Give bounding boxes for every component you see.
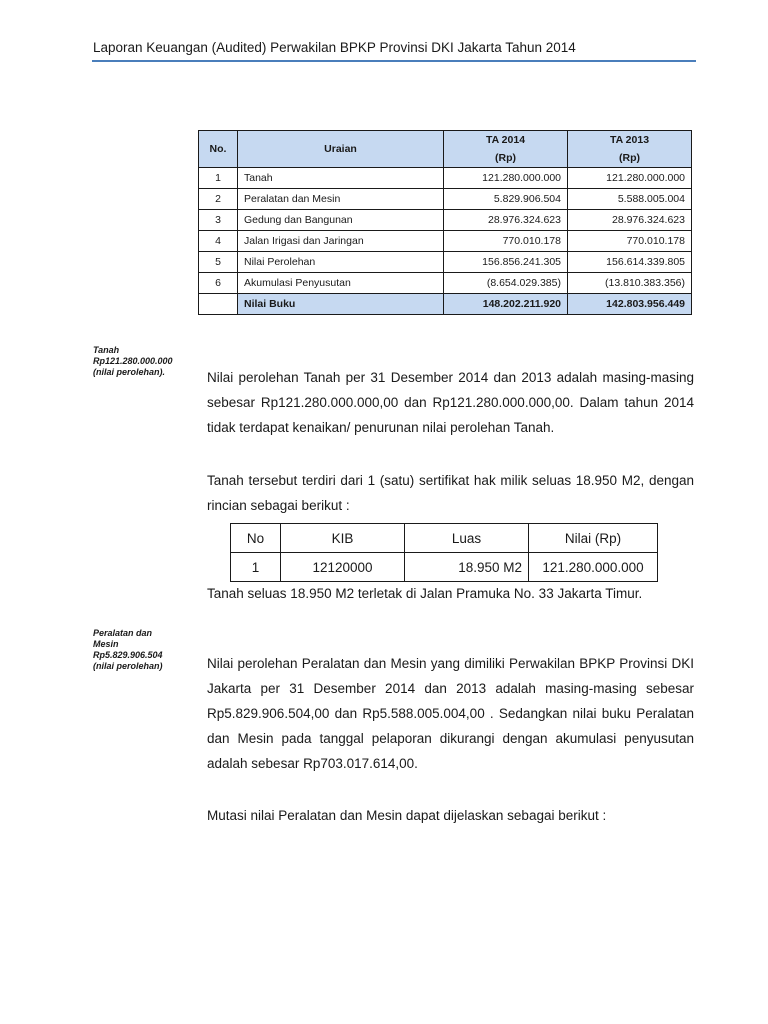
col-header-no: No. [199, 131, 238, 168]
tanah-paragraph-1: Nilai perolehan Tanah per 31 Desember 2014 dan 2013 adalah masing-masing sebesar Rp121.280.000.000,00 dan Rp121.280.000.000,00. Dalam tahun 2014 tidak terdapat kenaikan/ penurunan nilai perolehan Tanah. [207, 370, 694, 435]
cell-no: 3 [199, 210, 238, 231]
peralatan-paragraph-2: Mutasi nilai Peralatan dan Mesin dapat dijelaskan sebagai berikut : [207, 808, 607, 823]
side-note-line: (nilai perolehan). [93, 367, 166, 377]
kib-cell-no: 1 [231, 553, 281, 582]
cell-total-label: Nilai Buku [238, 294, 444, 315]
table-row [199, 252, 692, 273]
cell-ta2014: 770.010.178 [444, 231, 568, 252]
page-header-title: Laporan Keuangan (Audited) Perwakilan BPKP Provinsi DKI Jakarta Tahun 2014 [93, 40, 576, 55]
table-row [199, 231, 692, 252]
side-note-line: Mesin [93, 639, 119, 649]
kib-col-no: No [231, 524, 281, 553]
table-row [231, 553, 658, 582]
cell-ta2013: (13.810.383.356) [568, 273, 692, 294]
kib-col-luas: Luas [405, 524, 529, 553]
table-header-row [199, 131, 692, 168]
asset-summary-table [198, 130, 692, 315]
cell-ta2013: 121.280.000.000 [568, 168, 692, 189]
side-note-line: Peralatan dan [93, 628, 153, 638]
cell-uraian: Nilai Perolehan [238, 252, 444, 273]
cell-no: 4 [199, 231, 238, 252]
cell-uraian: Jalan Irigasi dan Jaringan [238, 231, 444, 252]
side-note-peralatan [93, 628, 188, 672]
cell-ta2014: (8.654.029.385) [444, 273, 568, 294]
side-note-line: Rp121.280.000.000 [93, 356, 173, 366]
table-row [199, 210, 692, 231]
cell-ta2013: 28.976.324.623 [568, 210, 692, 231]
kib-cell-nilai: 121.280.000.000 [529, 553, 658, 582]
side-note-tanah [93, 345, 188, 378]
col-header-ta2014: TA 2014 (Rp) [444, 131, 568, 168]
peralatan-paragraph-1: Nilai perolehan Peralatan dan Mesin yang dimiliki Perwakilan BPKP Provinsi DKI Jakarta per 31 Desember 2014 dan 2013 adalah masing-masing sebesar Rp5.829.906.504,00 dan Rp5.588.005.004,00 . Sedangkan nilai buku Peralatan dan Mesin pada tanggal pelaporan dikurangi dengan akumulasi penyusutan adalah sebesar Rp703.017.614,00. [207, 656, 694, 771]
cell-total-ta2013: 142.803.956.449 [568, 294, 692, 315]
cell-ta2013: 770.010.178 [568, 231, 692, 252]
cell-uraian: Akumulasi Penyusutan [238, 273, 444, 294]
table-row [199, 189, 692, 210]
side-note-line: (nilai perolehan) [93, 661, 163, 671]
cell-ta2014: 5.829.906.504 [444, 189, 568, 210]
col-header-ta2013: TA 2013 (Rp) [568, 131, 692, 168]
kib-header-row [231, 524, 658, 553]
kib-col-kib: KIB [281, 524, 405, 553]
cell-no: 5 [199, 252, 238, 273]
cell-ta2014: 121.280.000.000 [444, 168, 568, 189]
col-header-uraian: Uraian [238, 131, 444, 168]
table-row [199, 168, 692, 189]
cell-ta2013: 156.614.339.805 [568, 252, 692, 273]
cell-no: 6 [199, 273, 238, 294]
table-row [199, 273, 692, 294]
side-note-line: Rp5.829.906.504 [93, 650, 163, 660]
cell-uraian: Peralatan dan Mesin [238, 189, 444, 210]
tanah-paragraph-2: Tanah tersebut terdiri dari 1 (satu) sertifikat hak milik seluas 18.950 M2, dengan rincian sebagai berikut : [207, 473, 694, 513]
table-total-row [199, 294, 692, 315]
cell-no: 1 [199, 168, 238, 189]
kib-cell-kib: 12120000 [281, 553, 405, 582]
tanah-paragraph-3: Tanah seluas 18.950 M2 terletak di Jalan Pramuka No. 33 Jakarta Timur. [207, 586, 643, 601]
cell-no-empty [199, 294, 238, 315]
cell-uraian: Tanah [238, 168, 444, 189]
kib-table [230, 523, 658, 582]
cell-ta2014: 156.856.241.305 [444, 252, 568, 273]
cell-total-ta2014: 148.202.211.920 [444, 294, 568, 315]
cell-uraian: Gedung dan Bangunan [238, 210, 444, 231]
side-note-line: Tanah [93, 345, 120, 355]
kib-cell-luas: 18.950 M2 [405, 553, 529, 582]
cell-ta2014: 28.976.324.623 [444, 210, 568, 231]
kib-col-nilai: Nilai (Rp) [529, 524, 658, 553]
cell-ta2013: 5.588.005.004 [568, 189, 692, 210]
header-divider [92, 60, 696, 62]
cell-no: 2 [199, 189, 238, 210]
